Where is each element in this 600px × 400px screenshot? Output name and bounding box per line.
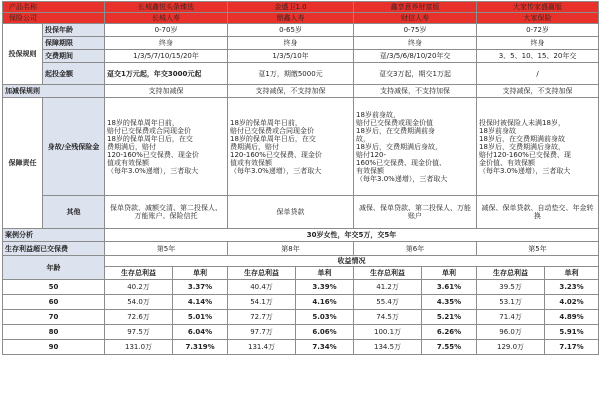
coverage-section-label: 保障责任 <box>3 98 43 229</box>
rate-cell: 7.34% <box>296 340 354 355</box>
rate-cell: 7.17% <box>545 340 599 355</box>
total-cell: 41.2万 <box>354 280 422 295</box>
rate-cell: 3.23% <box>545 280 599 295</box>
rate-cell: 6.06% <box>296 325 354 340</box>
clause-line: 故， <box>356 134 371 143</box>
returns-row-60 <box>3 295 599 310</box>
basic-cell: 趸1万，期缴5000元 <box>228 63 354 85</box>
addon-cell: 支持加减保 <box>105 85 228 98</box>
clause-line: 18岁后，在交费期满前身 <box>356 126 435 135</box>
death-benefit-cell-4 <box>477 98 599 196</box>
coverage-other-row <box>3 196 599 229</box>
other-benefit-label: 其他 <box>43 196 105 229</box>
col-header-total: 生存总利益 <box>354 267 422 280</box>
breakeven-row <box>3 242 599 256</box>
rate-cell: 4.16% <box>296 295 354 310</box>
rate-cell: 5.01% <box>173 310 228 325</box>
death-benefit-cell-2 <box>228 98 354 196</box>
clause-line: （每年3.0%递增），三者取大 <box>356 174 448 183</box>
insurer-label: 保险公司 <box>3 13 105 24</box>
breakeven-cell: 第5年 <box>105 242 228 256</box>
basic-row-payment <box>3 50 599 63</box>
product-name-2: 金盛卫1.0 <box>228 2 354 13</box>
total-cell: 71.4万 <box>477 310 545 325</box>
addon-cell: 支持减保，不支持加保 <box>228 85 354 98</box>
rate-cell: 3.37% <box>173 280 228 295</box>
clause-line: 赔付已交保费或现金价值 <box>356 118 434 127</box>
rate-cell-highlight: 3.61% <box>422 280 477 295</box>
breakeven-cell: 第8年 <box>228 242 354 256</box>
clause-line: 18岁后，在交费期满前身故 <box>479 134 565 143</box>
total-cell: 40.4万 <box>228 280 296 295</box>
clause-line: 赔付120- <box>356 150 386 159</box>
basic-section-label: 投保规则 <box>3 24 43 85</box>
addon-row <box>3 85 599 98</box>
clause-line: （每年3.0%递增），三者取大 <box>107 166 199 175</box>
clause-line: 赔付120-160%已交保费、现 <box>479 150 571 159</box>
returns-age-label: 年龄 <box>3 256 105 280</box>
basic-label-minimum: 起投金额 <box>43 63 105 85</box>
insurer-1: 长城人寿 <box>105 13 228 24</box>
total-cell: 131.4万 <box>228 340 296 355</box>
clause-line: 赔付已交保费或合同现金价 <box>107 126 192 135</box>
clause-line: 18岁的保单周年日后，在交 <box>230 134 316 143</box>
clause-line: 投保时被保险人未满18岁， <box>479 118 565 127</box>
age-cell: 60 <box>3 295 105 310</box>
total-cell: 97.5万 <box>105 325 173 340</box>
rate-cell: 4.02% <box>545 295 599 310</box>
returns-row-50 <box>3 280 599 295</box>
col-header-total: 生存总利益 <box>105 267 173 280</box>
insurer-row <box>3 13 599 24</box>
total-cell: 100.1万 <box>354 325 422 340</box>
total-cell: 97.7万 <box>228 325 296 340</box>
insurer-3: 财信人寿 <box>354 13 477 24</box>
basic-cell: 终身 <box>477 37 599 50</box>
clause-line: 18岁前身故 <box>479 126 516 135</box>
rate-cell-highlight: 6.26% <box>422 325 477 340</box>
basic-row-minimum <box>3 63 599 85</box>
death-benefit-label: 身故/全残保险金 <box>43 98 105 196</box>
breakeven-cell: 第6年 <box>354 242 477 256</box>
total-cell: 96.0万 <box>477 325 545 340</box>
total-cell: 54.0万 <box>105 295 173 310</box>
basic-cell: 趸交1万元起，年交3000元起 <box>105 63 228 85</box>
basic-cell: 0-65岁 <box>228 24 354 37</box>
clause-line: 120-160%已交保费、现金价 <box>230 150 322 159</box>
basic-cell: 0-70岁 <box>105 24 228 37</box>
coverage-death-row <box>3 98 599 196</box>
age-cell: 70 <box>3 310 105 325</box>
basic-cell: 0-72岁 <box>477 24 599 37</box>
rate-cell-highlight: 7.55% <box>422 340 477 355</box>
basic-cell: 0-75岁 <box>354 24 477 37</box>
rate-cell-highlight: 5.21% <box>422 310 477 325</box>
other-benefit-cell: 保单贷款、减额交清、第二投保人、万能账户、保险信托 <box>105 196 228 229</box>
rate-cell: 5.91% <box>545 325 599 340</box>
basic-row-age <box>3 24 599 37</box>
total-cell: 55.4万 <box>354 295 422 310</box>
col-header-total: 生存总利益 <box>477 267 545 280</box>
total-cell: 72.7万 <box>228 310 296 325</box>
rate-cell: 4.14% <box>173 295 228 310</box>
clause-line: 有效保额 <box>356 166 385 175</box>
basic-label-age: 投保年龄 <box>43 24 105 37</box>
other-benefit-cell: 减保、保单贷款、自动垫交、年金转换 <box>477 196 599 229</box>
total-cell: 54.1万 <box>228 295 296 310</box>
clause-line: 费期满后，赔付 <box>230 142 280 151</box>
total-cell: 53.1万 <box>477 295 545 310</box>
clause-line: 120-160%已交保费、现金价 <box>107 150 199 159</box>
breakeven-cell: 第5年 <box>477 242 599 256</box>
col-header-rate: 单利 <box>173 267 228 280</box>
basic-cell: 趸/3/5/6/8/10/20年交 <box>354 50 477 63</box>
total-cell: 40.2万 <box>105 280 173 295</box>
total-cell: 134.5万 <box>354 340 422 355</box>
insurer-4: 大家保险 <box>477 13 599 24</box>
basic-cell: 终身 <box>354 37 477 50</box>
age-cell: 50 <box>3 280 105 295</box>
clause-line: 18岁的保单周年日前， <box>230 118 302 127</box>
other-benefit-cell: 减保、保单贷款、第二投保人、万能账户 <box>354 196 477 229</box>
case-text: 30岁女性，年交5万，交5年 <box>105 229 599 242</box>
clause-line: 18岁前身故， <box>356 110 400 119</box>
col-header-total: 生存总利益 <box>228 267 296 280</box>
returns-row-70 <box>3 310 599 325</box>
returns-row-80 <box>3 325 599 340</box>
insurer-2: 鼎鑫人寿 <box>228 13 354 24</box>
clause-line: 18岁后，交费期满后身故， <box>356 142 442 151</box>
clause-line: （每年3.0%递增），三者取大 <box>479 166 571 175</box>
age-cell: 90 <box>3 340 105 355</box>
product-name-row <box>3 2 599 13</box>
returns-row-90 <box>3 340 599 355</box>
clause-line: 赔付已交保费或合同现金价 <box>230 126 315 135</box>
rate-cell: 3.39% <box>296 280 354 295</box>
clause-line: （每年3.0%递增），三者取大 <box>230 166 322 175</box>
addon-cell: 支持减保，不支持加保 <box>477 85 599 98</box>
clause-line: 18岁的保单周年日后，在交 <box>107 134 193 143</box>
rate-cell-highlight: 4.35% <box>422 295 477 310</box>
total-cell: 72.6万 <box>105 310 173 325</box>
clause-line: 160%已交保费、现金价值、 <box>356 158 447 167</box>
product-name-4: 大家传家盛赢版 <box>477 2 599 13</box>
death-benefit-cell-1 <box>105 98 228 196</box>
clause-line: 金价值、有效保额 <box>479 158 536 167</box>
case-row <box>3 229 599 242</box>
product-name-label: 产品名称 <box>3 2 105 13</box>
basic-cell: 终身 <box>105 37 228 50</box>
clause-line: 值或有效保额 <box>107 158 150 167</box>
clause-line: 费期满后，赔付 <box>107 142 157 151</box>
death-benefit-cell-3 <box>354 98 477 196</box>
addon-label: 加减保规则 <box>3 85 105 98</box>
total-cell: 129.0万 <box>477 340 545 355</box>
total-cell: 39.5万 <box>477 280 545 295</box>
total-cell: 74.5万 <box>354 310 422 325</box>
col-header-rate: 单利 <box>296 267 354 280</box>
basic-cell: 趸交3万起，期交1万起 <box>354 63 477 85</box>
basic-cell: 1/3/5/7/10/15/20年 <box>105 50 228 63</box>
col-header-rate: 单利 <box>422 267 477 280</box>
basic-row-term <box>3 37 599 50</box>
other-benefit-cell: 保单贷款 <box>228 196 354 229</box>
basic-cell: / <box>477 63 599 85</box>
rate-cell: 4.89% <box>545 310 599 325</box>
rate-cell: 6.04% <box>173 325 228 340</box>
clause-line: 18岁后，交费期满后身故， <box>479 142 565 151</box>
returns-title: 收益情况 <box>105 256 599 267</box>
total-cell: 131.0万 <box>105 340 173 355</box>
basic-label-term: 保障期限 <box>43 37 105 50</box>
addon-cell: 支持减保，不支持加保 <box>354 85 477 98</box>
case-label: 案例分析 <box>3 229 105 242</box>
basic-cell: 终身 <box>228 37 354 50</box>
rate-cell: 5.03% <box>296 310 354 325</box>
col-header-rate: 单利 <box>545 267 599 280</box>
breakeven-label: 生存利益超已交保费 <box>3 242 105 256</box>
clause-line: 18岁的保单周年日前， <box>107 118 179 127</box>
returns-title-row <box>3 256 599 267</box>
basic-label-payment: 交费期间 <box>43 50 105 63</box>
clause-line: 值或有效保额 <box>230 158 273 167</box>
insurance-comparison-table <box>2 1 599 355</box>
product-name-1: 长城鑫悦头条臻选 <box>105 2 228 13</box>
basic-cell: 1/3/5/10年 <box>228 50 354 63</box>
product-name-3: 鑫享意养财富版 <box>354 2 477 13</box>
age-cell: 80 <box>3 325 105 340</box>
basic-cell: 3、5、10、15、20年交 <box>477 50 599 63</box>
rate-cell: 7.319% <box>173 340 228 355</box>
